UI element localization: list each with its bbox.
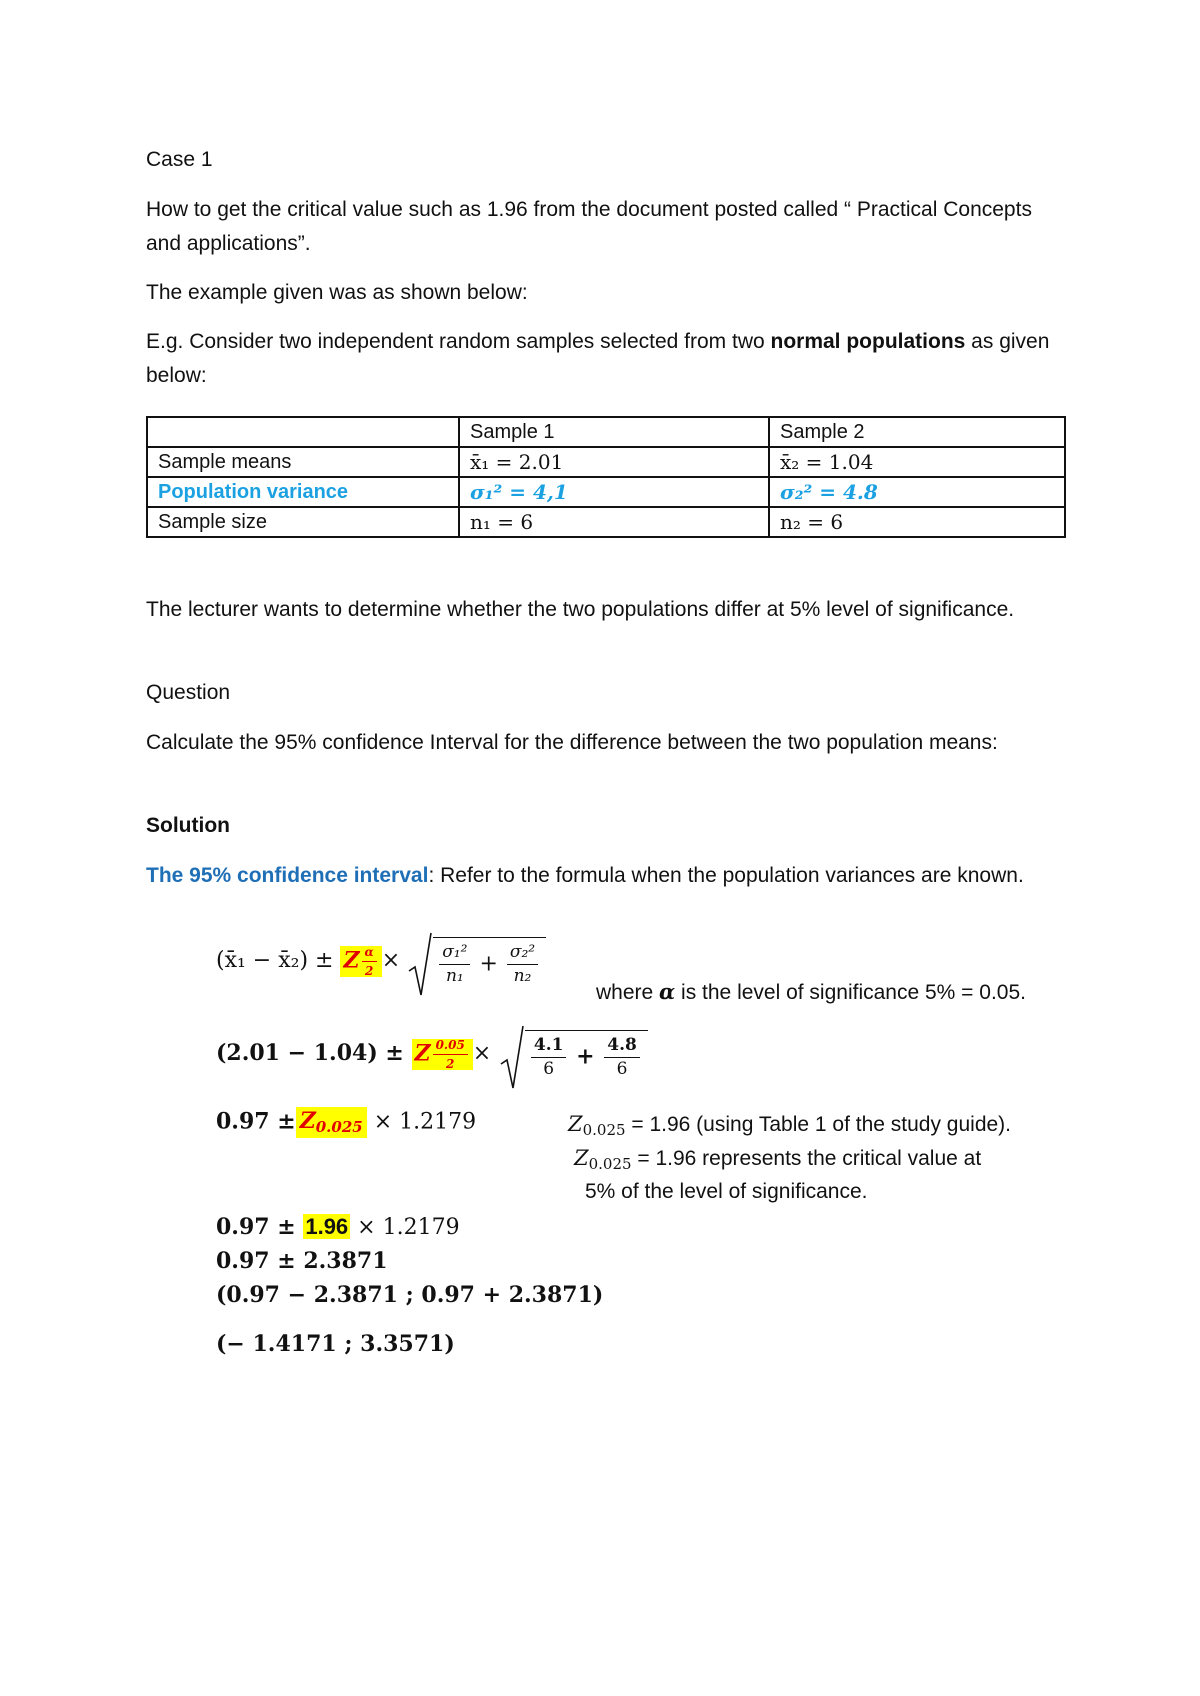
table-row [147, 477, 1065, 507]
z-0025-highlight: $Z_{0.025}$ [296, 1107, 367, 1138]
table-row [147, 507, 1065, 537]
normal-populations-bold: normal populations [770, 330, 966, 353]
ci-paragraph: The 95% confidence interval: Refer to the formula when the population variances are known. [146, 864, 1024, 887]
z-note-3: 5% of the level of significance. [585, 1180, 868, 1203]
result-interval: (− 1.4171 ; 3.3571) [216, 1331, 455, 1357]
table-header-cell: Sample 1 [459, 417, 769, 447]
solution-label: Solution [146, 814, 230, 837]
table-row [147, 447, 1065, 477]
z-note-2: $Z_{0.025} = 1.96$ represents the critical value at [574, 1146, 982, 1173]
step5-formula: 0.97 ± 2.3871 [216, 1248, 388, 1274]
row-label: Population variance [147, 477, 459, 507]
ci-formula: (x̄₁ − x̄₂) ± Z $\frac{\alpha}{2}$ × $\frac{\text{σ₁²}}{\text{n₁}}$ + $\frac{\text{σ₂²}}{\text{n₂}}$ [216, 937, 546, 985]
table-header-row [147, 417, 1065, 447]
sample1-size: n₁ = 6 [459, 507, 769, 537]
step2-formula: (2.01 − 1.04) ± Z $\frac{0.05}{2}$ × $\frac{4.1}{6}$ + $\frac{4.8}{6}$ [216, 1030, 648, 1078]
row-label: Sample size [147, 507, 459, 537]
row-label: Sample means [147, 447, 459, 477]
table-header-cell: Sample 2 [769, 417, 1065, 447]
z-note-1: $Z_{0.025} = 1.96$ (using Table 1 of the study guide). [568, 1112, 1012, 1139]
eg-paragraph: E.g. Consider two independent random samples selected from two normal populations as given below: [146, 330, 1050, 387]
z-005-highlight: Z $\frac{0.05}{2}$ [412, 1039, 473, 1070]
sample2-mean: x̄₂ = 1.04 [769, 447, 1065, 477]
sample1-mean: x̄₁ = 2.01 [459, 447, 769, 477]
z-alpha-highlight: Z $\frac{\alpha}{2}$ [340, 946, 381, 977]
sample-table [146, 416, 1066, 538]
step3-formula: $0.97 \pm Z_{0.025} \times 1.2179$ [216, 1108, 477, 1136]
sample2-variance: σ₂² = 4.8 [769, 477, 1065, 507]
intro-paragraph: How to get the critical value such as 1.96 from the document posted called “ Practical Concepts and applications”. [146, 198, 1032, 255]
where-note: where α is the level of significance 5% = 0.05. [596, 979, 1026, 1004]
step6-formula: (0.97 − 2.3871 ; 0.97 + 2.3871) [216, 1282, 604, 1308]
question-label: Question [146, 681, 231, 704]
case-heading: Case 1 [146, 148, 213, 171]
sample2-size: n₂ = 6 [769, 507, 1065, 537]
lecturer-paragraph: The lecturer wants to determine whether the two populations differ at 5% level of significance. [146, 598, 1015, 621]
ci-label: The 95% confidence interval [146, 864, 429, 887]
sqrt-symbol: $\frac{\text{σ₁²}}{\text{n₁}}$ + $\frac{\text{σ₂²}}{\text{n₂}}$ [407, 937, 546, 985]
table-header-cell [147, 417, 459, 447]
step4-formula: 0.97 ± 1.96 × 1.2179 [216, 1214, 460, 1240]
critical-value-highlight: 1.96 [305, 1214, 349, 1239]
example-intro: The example given was as shown below: [146, 281, 528, 304]
sample1-variance: σ₁² = 4,1 [459, 477, 769, 507]
question-text: Calculate the 95% confidence Interval for the difference between the two population means: [146, 731, 998, 754]
sqrt-symbol: $\frac{4.1}{6}$ + $\frac{4.8}{6}$ [499, 1030, 648, 1078]
